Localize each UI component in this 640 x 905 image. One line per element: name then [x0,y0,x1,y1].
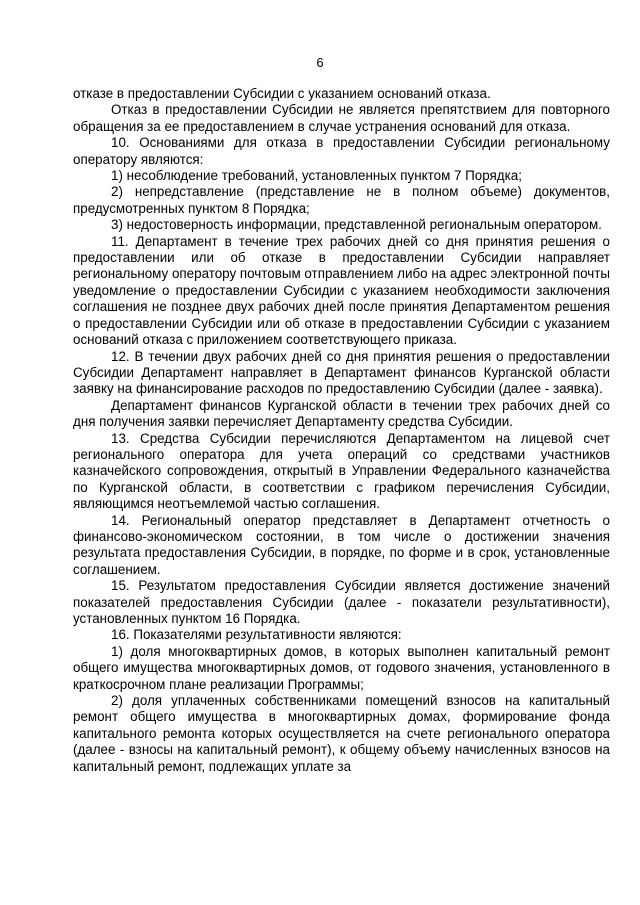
list-item-2: 2) непредставление (представление не в полном объеме) документов, предусмотренных пунктом 8 Порядка; [73,184,610,216]
paragraph-14: 14. Региональный оператор представляет в Департамент отчетность о финансово-экономическом состоянии, в том числе о достижении значения результата предоставления Субсидии, в порядке, по форме и в срок, установленные соглашением. [73,512,610,577]
paragraph-13: 13. Средства Субсидии перечисляются Департаментом на лицевой счет регионального оператора для учета операций со средствами участников казначейского сопровождения, открытый в Управлении Федерального казначейства по Курганской области, в соответствии с графиком перечисления Субсидии, являющимся неотъемлемой частью соглашения. [73,430,610,512]
paragraph-11: 11. Департамент в течение трех рабочих дней со дня принятия решения о предоставлении или об отказе в предоставлении Субсидии направляет региональному оператору почтовым отправлением либо на адрес электронной почты уведомление о предоставлении Субсидии с указанием необходимости заключения соглашения не позднее двух рабочих дней после принятия Департаментом решения о предоставлении Субсидии или об отказе в предоставлении Субсидии с указанием оснований отказа с приложением соответствующего приказа. [73,233,610,348]
paragraph-refusal-not-obstacle: Отказ в предоставлении Субсидии не является препятствием для повторного обращения за ее предоставлением в случае устранения оснований для отказа. [73,102,610,134]
page-number: 6 [316,55,324,70]
paragraph-16: 16. Показателями результативности являются: [111,627,402,643]
list-item-3: 3) недостоверность информации, представленной региональным оператором. [111,217,602,233]
paragraph-continuation: отказе в предоставлении Субсидии с указанием оснований отказа. [73,86,491,101]
paragraph-finance-department: Департамент финансов Курганской области в течении трех рабочих дней со дня получения заявки перечисляет Департаменту средства Субсидии. [73,397,610,430]
paragraph-15: 15. Результатом предоставления Субсидии является достижение значений показателей предоставления Субсидии (далее - показатели результативности), установленных пунктом 16 Порядка. [73,578,610,626]
document-body [73,86,610,775]
paragraph-10-refusal-grounds: 10. Основаниями для отказа в предоставлении Субсидии региональному оператору являются: [73,135,610,167]
indicator-item-2: 2) доля уплаченных собственниками помещений взносов на капитальный ремонт общего имущества в многоквартирных домах, формирование фонда капитального ремонта которых осуществляется на счете регионального оператора (далее - взносы на капитальный ремонт), к общему объему начисленных взносов на капитальный ремонт, подлежащих уплате за [73,693,610,774]
list-item-1: 1) несоблюдение требований, установленных пунктом 7 Порядка; [111,168,522,184]
indicator-item-1: 1) доля многоквартирных домов, в которых выполнен капитальный ремонт общего имущества многоквартирных домов, от годового значения, установленного в краткосрочном плане реализации Программы; [73,643,610,692]
paragraph-12: 12. В течении двух рабочих дней со дня принятия решения о предоставлении Субсидии Департамент направляет в Департамент финансов Курганской области заявку на финансирование расходов по предоставлению Субсидии (далее - заявка). [73,348,610,397]
